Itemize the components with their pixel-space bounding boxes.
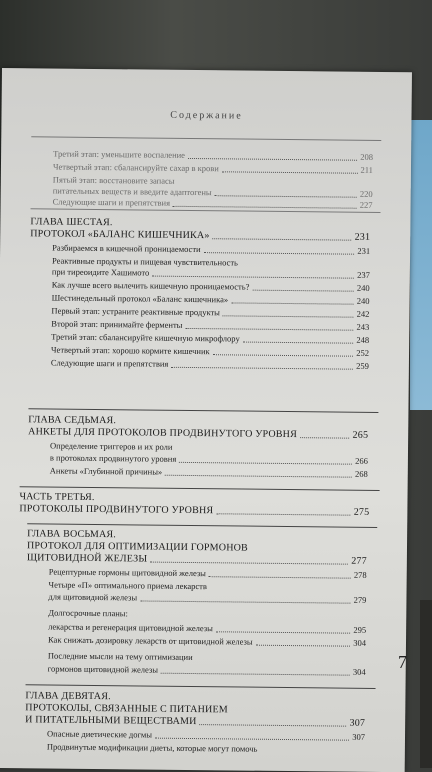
dot-leader — [150, 562, 348, 565]
dot-leader — [204, 252, 354, 255]
book-page — [0, 68, 412, 772]
toc-entry: Реактивные продукты и пищевая чувствительность — [51, 255, 239, 268]
toc-entry-text: питательных веществ и введите адаптогены — [52, 185, 212, 198]
dot-leader — [161, 673, 350, 676]
heading-rule — [31, 136, 381, 141]
dot-leader — [222, 315, 353, 317]
dot-leader — [213, 354, 353, 356]
toc-entry: Определение триггеров и их роли — [49, 440, 173, 452]
toc-entry-page: 227 — [359, 199, 373, 210]
section-rule — [26, 684, 376, 689]
dot-leader — [232, 302, 354, 304]
dot-leader — [256, 645, 350, 647]
chapter-subtitle: ЩИТОВИДНОЙ ЖЕЛЕЗЫ 277 — [26, 552, 367, 567]
section-rule — [28, 408, 378, 413]
chapter-heading: ГЛАВА ВОСЬМАЯ. — [27, 528, 117, 541]
section-rule — [27, 523, 377, 528]
dot-leader — [152, 276, 354, 279]
toc-entry: при тиреоидите Хашимото 237 — [51, 266, 370, 280]
chapter-heading: ГЛАВА ДЕВЯТАЯ. — [25, 690, 111, 703]
toc-entry: Опасные диетические догмы 307 — [46, 728, 366, 742]
dot-leader — [155, 738, 349, 741]
toc-entry: Разбираемся в кишечной проницаемости 231 — [52, 242, 371, 256]
toc-entry: гормонов щитовидной железы 304 — [47, 663, 366, 677]
toc-entry: Последние мысли на тему оптимизации — [47, 650, 193, 663]
dot-leader — [216, 513, 350, 515]
toc-entry: лекарства и регенерация щитовидной железы 295 — [48, 621, 367, 635]
dot-leader — [173, 206, 357, 209]
toc-entry: Второй этап: принимайте ферменты 243 — [51, 318, 370, 332]
toc-entry-text: Следующие шаги и препятствия — [52, 196, 171, 208]
dot-leader — [140, 600, 350, 603]
toc-entry-text: Четвертый этап: сбалансируйте сахар в крови — [52, 161, 219, 174]
dot-leader — [171, 367, 353, 370]
dot-leader — [188, 158, 357, 161]
toc-entry-text: Третий этап: уменьшите воспаление — [53, 148, 186, 160]
chapter-subtitle: ПРОТОКОЛ «БАЛАНС КИШЕЧНИКА» 231 — [30, 228, 371, 243]
dot-leader — [165, 475, 352, 478]
toc-entry: Первый этап: устраните реактивные продукты 242 — [51, 305, 370, 319]
toc-entry — [51, 371, 369, 387]
page-heading: Содержание — [170, 109, 243, 122]
chapter-subtitle: ПРОТОКОЛ ДЛЯ ОПТИМИЗАЦИИ ГОРМОНОВ — [26, 540, 248, 554]
chapter-subtitle: ПРОТОКОЛЫ, СВЯЗАННЫЕ С ПИТАНИЕМ — [25, 702, 228, 716]
dot-leader — [300, 437, 349, 439]
page-edge-glyph: 7 — [398, 652, 407, 672]
toc-entry: Продвинутые модификации диеты, которые могут помочь — [46, 741, 258, 754]
dot-leader — [179, 462, 352, 465]
dot-leader — [215, 195, 357, 197]
chapter-subtitle: АНКЕТЫ ДЛЯ ПРОТОКОЛОВ ПРОДВИНУТОГО УРОВНЯ 265 — [28, 426, 369, 441]
chapter-heading: ГЛАВА СЕДЬМАЯ. — [28, 414, 117, 427]
toc-entry-page: 211 — [360, 164, 374, 175]
dot-leader — [212, 238, 351, 240]
toc-entry: Как снижать дозировку лекарств от щитовидной железы 304 — [47, 634, 367, 648]
toc-entry-page: 220 — [359, 188, 373, 199]
dot-leader — [185, 328, 353, 331]
toc-entry-page: 208 — [360, 151, 374, 162]
toc-entry: Третий этап: сбалансируйте кишечную микрофлору 248 — [51, 331, 370, 345]
toc-entry: Рецептурные гормоны щитовидной железы 278 — [48, 566, 367, 580]
dot-leader — [216, 631, 350, 633]
dot-leader — [243, 342, 353, 344]
part-subtitle: ПРОТОКОЛЫ ПРОДВИНУТОГО УРОВНЯ 275 — [19, 503, 370, 518]
chapter-heading: ГЛАВА ШЕСТАЯ. — [30, 216, 113, 229]
dot-leader — [253, 290, 354, 292]
toc-entry: Анкеты «Глубинной причины» 268 — [49, 465, 368, 479]
section-rule — [20, 486, 380, 491]
toc-entry: Как лучше всего вылечить кишечную проницаемость? 240 — [51, 279, 370, 293]
toc-entry: Четыре «П» оптимального приема лекарств — [48, 579, 207, 592]
dot-leader — [222, 171, 358, 173]
dot-leader — [199, 724, 346, 727]
toc-entry: Шестинедельный протокол «Баланс кишечника» 240 — [51, 292, 370, 306]
blue-book-edge — [410, 120, 432, 410]
dark-edge — [420, 600, 432, 768]
toc-entry: Четвертый этап: хорошо кормите кишечник 252 — [51, 344, 370, 358]
part-heading: ЧАСТЬ ТРЕТЬЯ. — [19, 491, 95, 503]
toc-entry-text: Пятый этап: восстановите запасы — [52, 174, 175, 186]
chapter-subtitle: И ПИТАТЕЛЬНЫМИ ВЕЩЕСТВАМИ 307 — [25, 714, 366, 729]
toc-entry: в протоколах продвинутого уровня 266 — [49, 452, 368, 466]
toc-entry: для щитовидной железы 279 — [48, 591, 367, 605]
toc-entry: Долгосрочные планы: — [48, 607, 128, 619]
toc-entry: Следующие шаги и препятствия 259 — [50, 357, 369, 371]
dot-leader — [209, 576, 351, 578]
